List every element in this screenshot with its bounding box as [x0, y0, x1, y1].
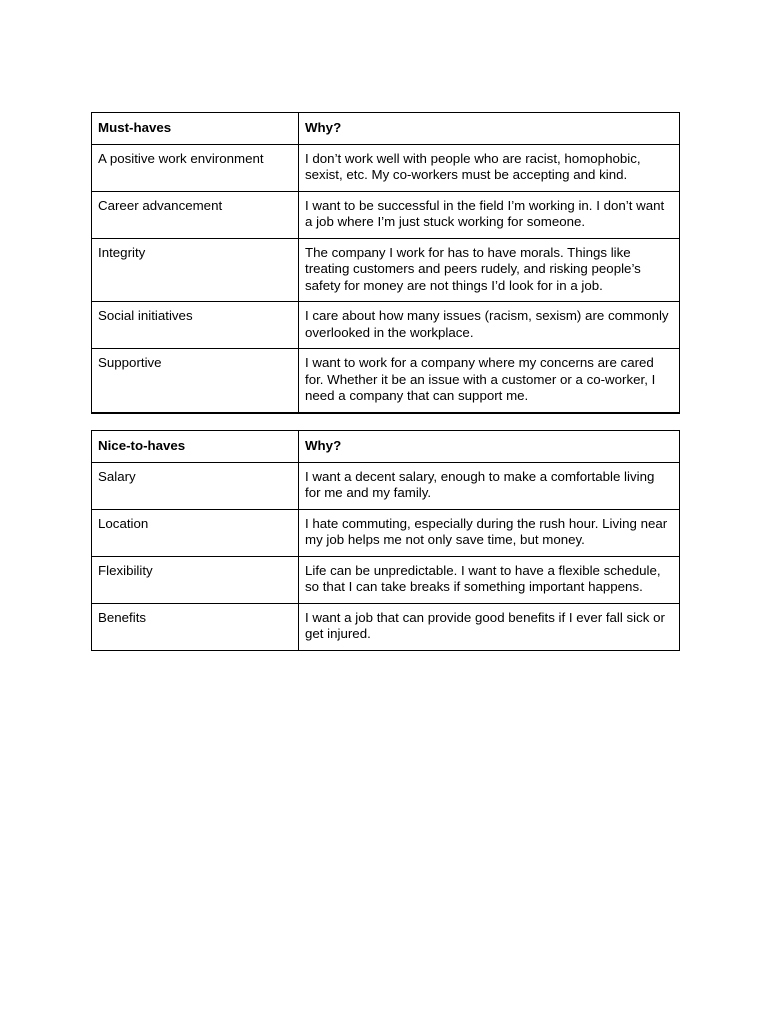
column-header-item: Must-haves: [92, 113, 299, 145]
table-header-row: [92, 431, 680, 463]
table-row: [92, 603, 680, 650]
nice-to-haves-table: [91, 430, 680, 651]
table-row: [92, 556, 680, 603]
why-cell: I care about how many issues (racism, sexism) are commonly overlooked in the workplace.: [299, 302, 680, 349]
item-cell: Benefits: [92, 603, 299, 650]
table-row: [92, 302, 680, 349]
why-cell: I want to work for a company where my concerns are cared for. Whether it be an issue with a customer or a co-worker, I need a company that can support me.: [299, 349, 680, 413]
item-cell: Social initiatives: [92, 302, 299, 349]
item-cell: Integrity: [92, 238, 299, 302]
table-row: [92, 238, 680, 302]
why-cell: I want to be successful in the field I’m working in. I don’t want a job where I’m just stuck working for someone.: [299, 191, 680, 238]
why-cell: I hate commuting, especially during the rush hour. Living near my job helps me not only save time, but money.: [299, 509, 680, 556]
table-row: [92, 462, 680, 509]
must-haves-table: [91, 112, 680, 414]
table-row: [92, 191, 680, 238]
column-header-why: Why?: [299, 431, 680, 463]
column-header-why: Why?: [299, 113, 680, 145]
why-cell: The company I work for has to have morals. Things like treating customers and peers rudely, and risking people’s safety for money are not things I’d look for in a job.: [299, 238, 680, 302]
table-header-row: [92, 113, 680, 145]
why-cell: I want a job that can provide good benefits if I ever fall sick or get injured.: [299, 603, 680, 650]
item-cell: Salary: [92, 462, 299, 509]
table-row: [92, 509, 680, 556]
why-cell: I want a decent salary, enough to make a comfortable living for me and my family.: [299, 462, 680, 509]
why-cell: I don’t work well with people who are racist, homophobic, sexist, etc. My co-workers must be accepting and kind.: [299, 144, 680, 191]
table-row: [92, 349, 680, 413]
item-cell: Flexibility: [92, 556, 299, 603]
item-cell: Location: [92, 509, 299, 556]
why-cell: Life can be unpredictable. I want to have a flexible schedule, so that I can take breaks if something important happens.: [299, 556, 680, 603]
item-cell: A positive work environment: [92, 144, 299, 191]
item-cell: Supportive: [92, 349, 299, 413]
column-header-item: Nice-to-haves: [92, 431, 299, 463]
item-cell: Career advancement: [92, 191, 299, 238]
table-row: [92, 144, 680, 191]
